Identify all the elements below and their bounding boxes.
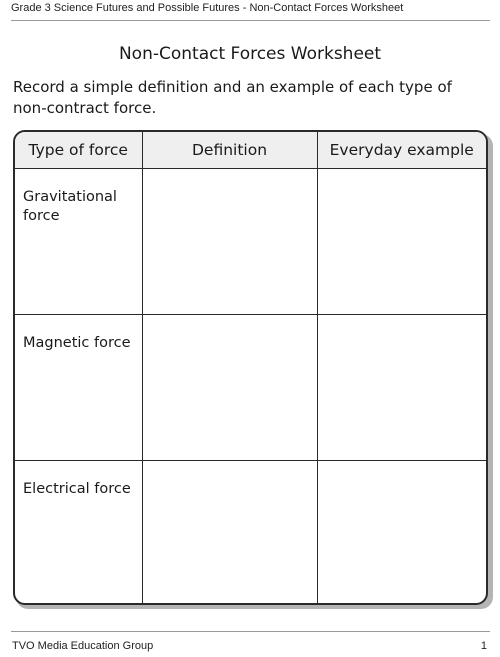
column-header-type: Type of force (15, 132, 142, 168)
column-header-definition: Definition (142, 132, 317, 168)
worksheet-title: Non-Contact Forces Worksheet (118, 44, 382, 64)
force-type-cell: Gravitational force (15, 168, 142, 314)
example-answer-cell[interactable] (317, 168, 486, 314)
page-number: 1 (480, 640, 487, 652)
force-type-cell: Electrical force (15, 460, 142, 605)
column-header-example: Everyday example (317, 132, 486, 168)
table-header-row (15, 132, 486, 168)
footer-publisher: TVO Media Education Group (12, 640, 154, 652)
running-header: Grade 3 Science Futures and Possible Futures - Non-Contact Forces Worksheet (11, 2, 404, 14)
worksheet-instructions: Record a simple definition and an example of each type of non-contract force. (13, 78, 452, 117)
table-row-gravitational (15, 168, 486, 314)
table-row-magnetic (15, 314, 486, 460)
definition-answer-cell[interactable] (142, 168, 317, 314)
force-type-cell: Magnetic force (15, 314, 142, 460)
footer-divider (11, 631, 490, 632)
definition-answer-cell[interactable] (142, 314, 317, 460)
example-answer-cell[interactable] (317, 314, 486, 460)
table-row-electrical (15, 460, 486, 605)
header-divider (11, 20, 490, 21)
worksheet-table (13, 130, 488, 605)
definition-answer-cell[interactable] (142, 460, 317, 605)
example-answer-cell[interactable] (317, 460, 486, 605)
